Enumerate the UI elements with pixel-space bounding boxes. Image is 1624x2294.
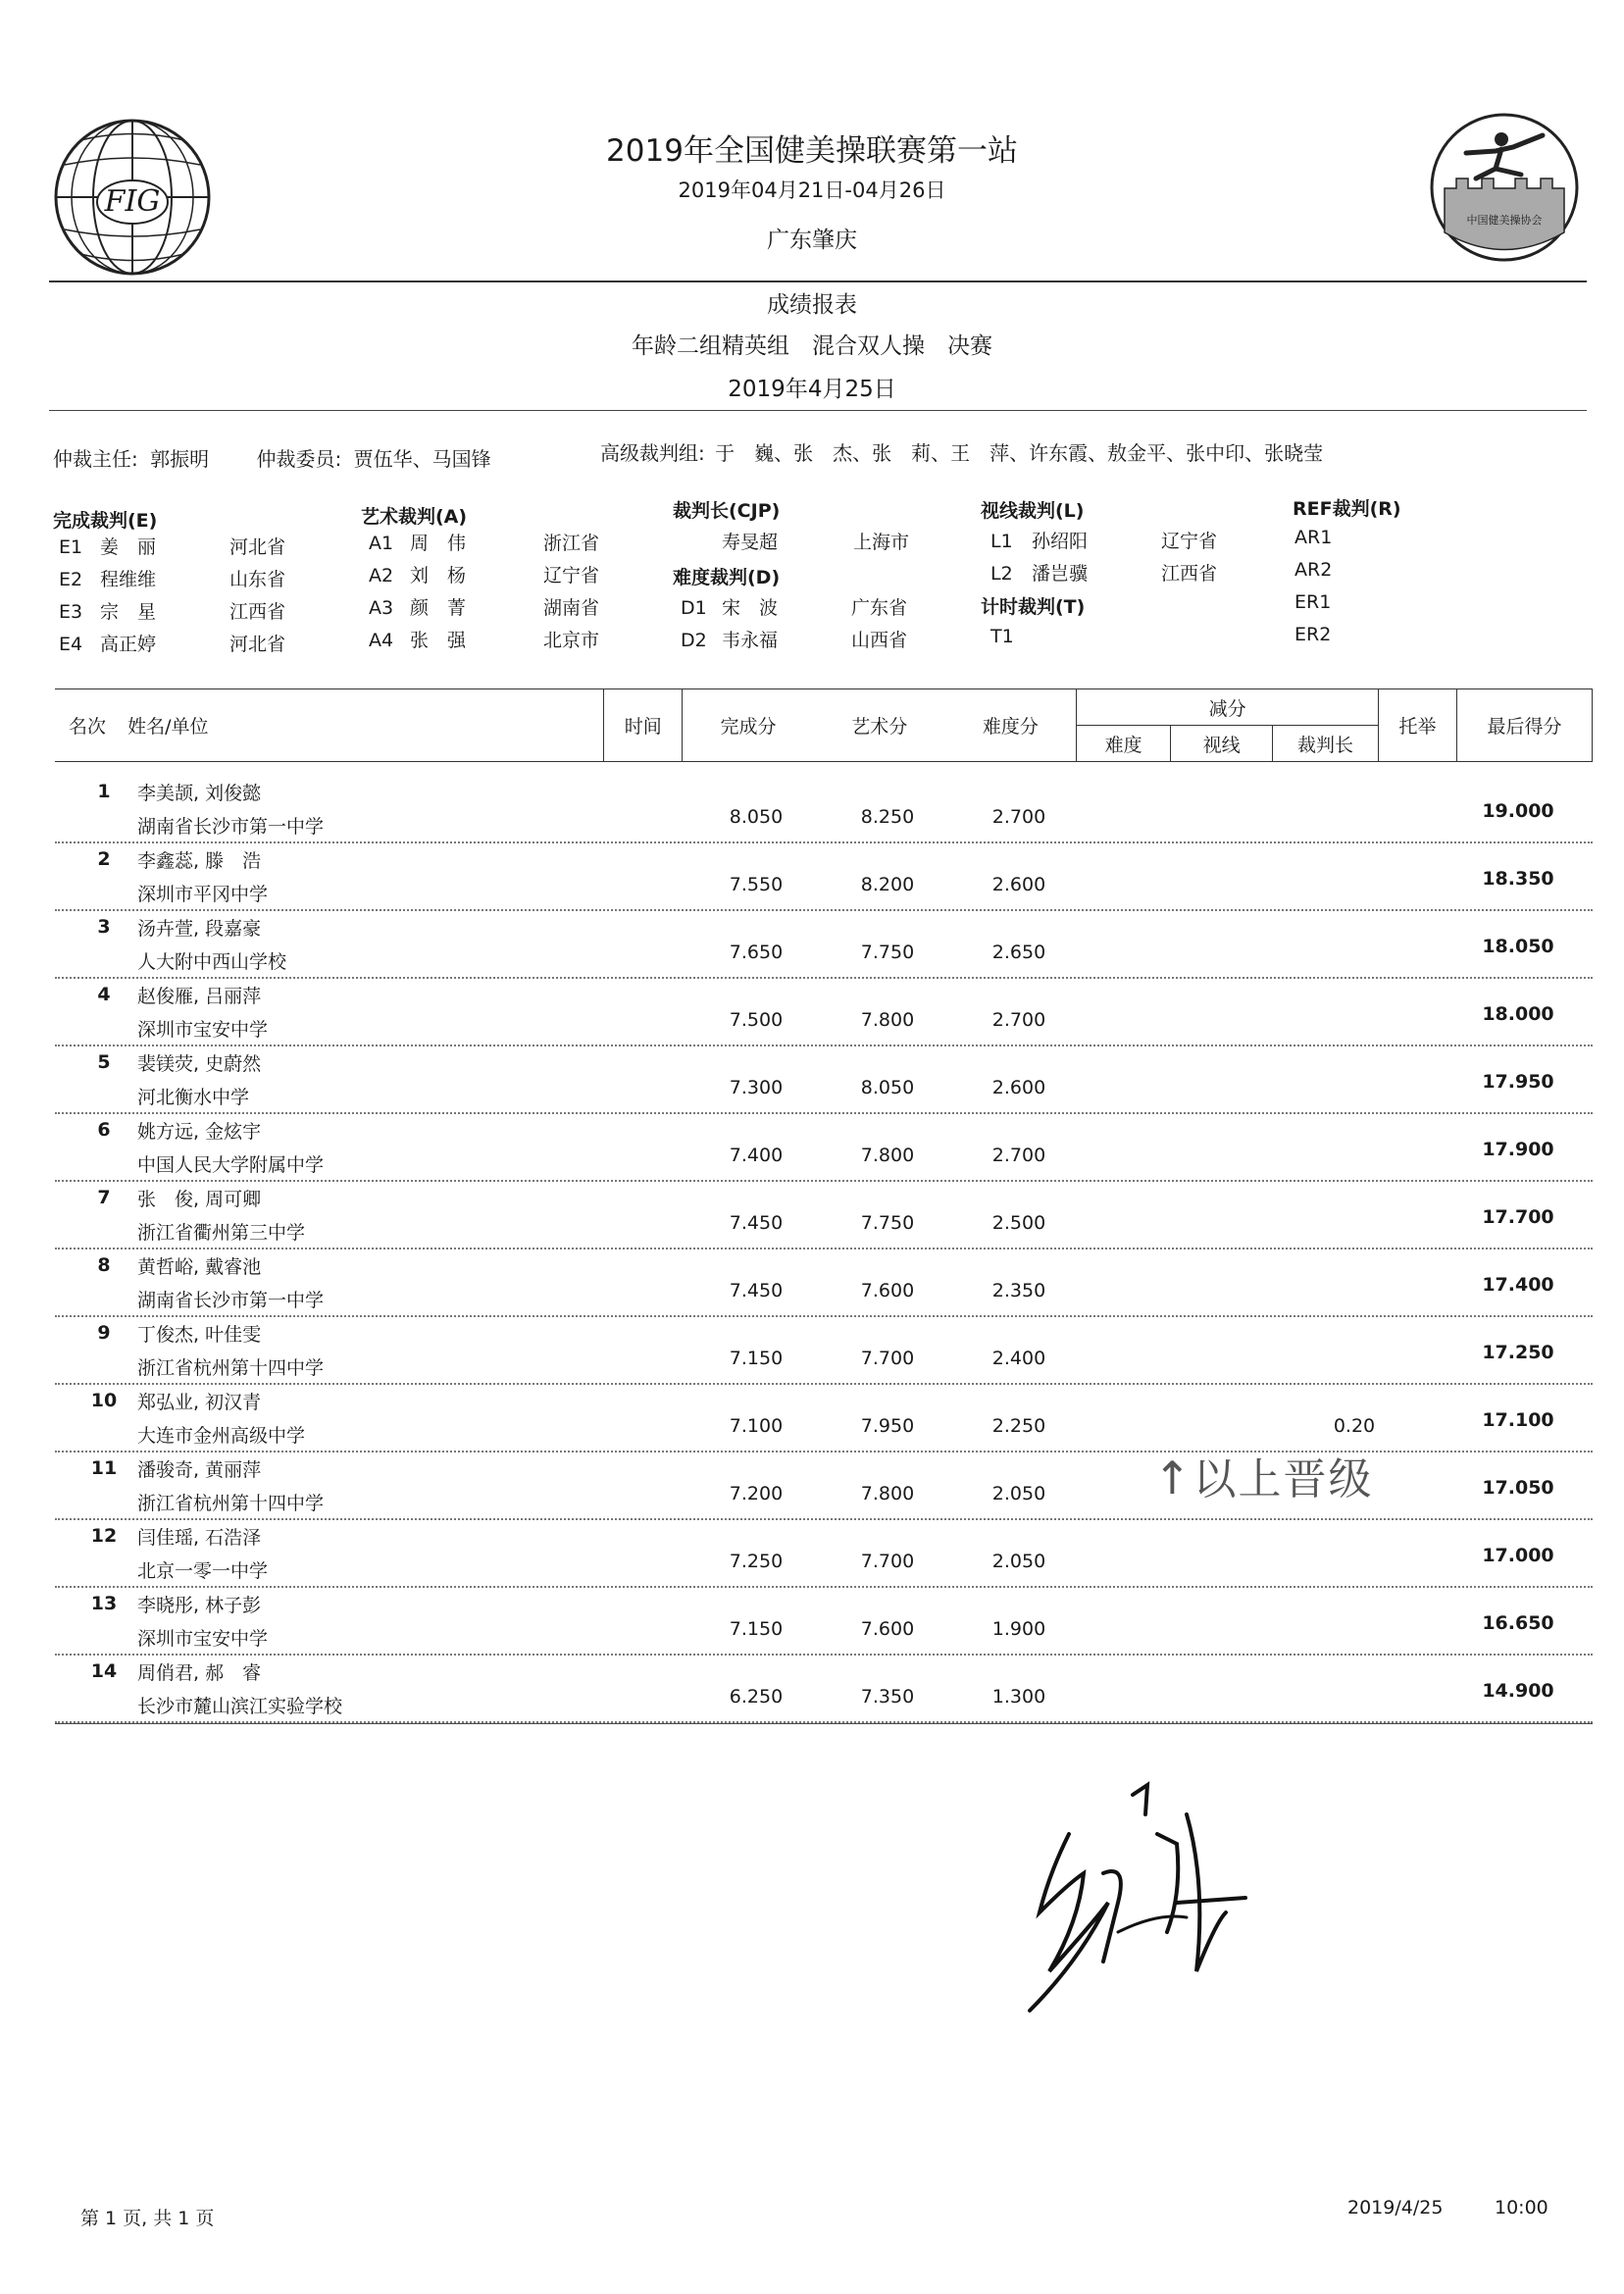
diff-score: 2.400 xyxy=(991,1348,1046,1369)
art-score: 7.800 xyxy=(860,1483,915,1504)
event-location: 广东肇庆 xyxy=(767,228,857,253)
competitor-names: 姚方远, 金炫宇 xyxy=(137,1121,262,1143)
final-score: 17.100 xyxy=(1482,1409,1554,1431)
row-divider xyxy=(55,1654,1593,1656)
competitor-unit: 北京一零一中学 xyxy=(137,1560,269,1582)
row-divider xyxy=(55,909,1593,911)
table-row xyxy=(55,1047,1593,1115)
table-row xyxy=(55,777,1593,844)
header-final: 最后得分 xyxy=(1456,689,1592,762)
exec-score: 7.100 xyxy=(729,1415,784,1437)
rank-cell: 14 xyxy=(90,1660,118,1682)
competitor-unit: 湖南省长沙市第一中学 xyxy=(137,816,325,838)
senior-names: 于 巍、张 杰、张 莉、王 萍、许东霞、敖金平、张中印、张晓莹 xyxy=(715,441,1324,465)
art-score: 7.750 xyxy=(860,1212,915,1234)
competitor-names: 周俏君, 郝 睿 xyxy=(137,1662,262,1684)
time-judge-code: T1 xyxy=(990,626,1014,647)
row-divider xyxy=(55,1315,1593,1317)
competitor-unit: 浙江省衢州第三中学 xyxy=(137,1222,306,1244)
table-row xyxy=(55,1318,1593,1386)
competitor-unit: 大连市金州高级中学 xyxy=(137,1425,306,1447)
competitor-unit: 深圳市宝安中学 xyxy=(137,1628,269,1650)
chief-label: 仲裁主任: xyxy=(53,447,138,471)
exec-score: 7.500 xyxy=(729,1009,784,1031)
header-ded-cjp: 裁判长 xyxy=(1273,726,1379,762)
rank-cell: 8 xyxy=(97,1254,111,1276)
art-score: 7.750 xyxy=(860,942,915,963)
association-logo-text: 中国健美操协会 xyxy=(1466,214,1543,227)
cjp-deduction: 0.20 xyxy=(1333,1415,1376,1437)
ref-row: AR2 xyxy=(1294,559,1333,581)
diff-score: 2.500 xyxy=(991,1212,1046,1234)
judge-row: E1 姜 丽 河北省 xyxy=(59,536,286,558)
competitor-names: 李美颉, 刘俊懿 xyxy=(137,783,262,804)
report-divider xyxy=(49,410,1587,411)
art-score: 8.050 xyxy=(860,1077,915,1098)
artistry-judges-title: 艺术裁判(A) xyxy=(361,506,468,528)
judge-row: A4 张 强 北京市 xyxy=(369,630,600,651)
header-lift: 托举 xyxy=(1379,689,1457,762)
competitor-names: 潘骏奇, 黄丽萍 xyxy=(137,1459,262,1481)
artistry-judges xyxy=(369,528,599,657)
page-number: 第 1 页, 共 1 页 xyxy=(80,2208,215,2229)
report-date: 2019年4月25日 xyxy=(728,377,896,402)
rank-cell: 7 xyxy=(97,1187,111,1208)
exec-score: 8.050 xyxy=(729,806,784,828)
judge-row: A2 刘 杨 辽宁省 xyxy=(369,565,600,586)
row-divider xyxy=(55,1045,1593,1046)
line-judges-title: 视线裁判(L) xyxy=(981,500,1085,522)
up-arrow-icon: ↑ xyxy=(1153,1452,1193,1504)
exec-score: 7.400 xyxy=(729,1145,784,1166)
results-table-header xyxy=(55,688,1593,762)
art-score: 7.600 xyxy=(860,1618,915,1640)
judge-row: D2 韦永福 山西省 xyxy=(681,630,908,651)
header-divider xyxy=(49,280,1587,282)
competitor-unit: 人大附中西山学校 xyxy=(137,951,287,973)
competitor-names: 黄哲峪, 戴睿池 xyxy=(137,1256,262,1278)
rank-cell: 5 xyxy=(97,1051,111,1073)
header-diff: 难度分 xyxy=(945,689,1077,762)
table-bottom-rule xyxy=(55,1723,1593,1724)
diff-score: 1.900 xyxy=(991,1618,1046,1640)
print-date: 2019/4/25 xyxy=(1347,2197,1444,2218)
competitor-unit: 湖南省长沙市第一中学 xyxy=(137,1290,325,1311)
row-divider xyxy=(55,1383,1593,1385)
final-score: 14.900 xyxy=(1482,1680,1554,1702)
event-title: 2019年全国健美操联赛第一站 xyxy=(606,133,1018,169)
table-row xyxy=(55,1183,1593,1250)
diff-score: 2.600 xyxy=(991,874,1046,895)
rank-cell: 4 xyxy=(97,984,111,1005)
final-score: 16.650 xyxy=(1482,1612,1554,1634)
ref-judges-title: REF裁判(R) xyxy=(1293,498,1401,520)
art-score: 7.350 xyxy=(860,1686,915,1708)
cjp-title: 裁判长(CJP) xyxy=(673,500,781,522)
competitor-unit: 河北衡水中学 xyxy=(137,1087,250,1108)
ref-row: AR1 xyxy=(1294,527,1333,548)
rank-cell: 10 xyxy=(90,1390,118,1411)
competitor-names: 赵俊雁, 吕丽萍 xyxy=(137,986,262,1007)
final-score: 17.000 xyxy=(1482,1545,1554,1566)
members-label: 仲裁委员: xyxy=(256,447,342,471)
competitor-names: 李鑫蕊, 滕 浩 xyxy=(137,850,262,872)
art-score: 8.200 xyxy=(860,874,915,895)
exec-score: 7.450 xyxy=(729,1280,784,1301)
final-score: 18.000 xyxy=(1482,1003,1554,1025)
judge-row: E3 宗 星 江西省 xyxy=(59,601,286,623)
qualification-annotation xyxy=(1153,1444,1374,1506)
art-score: 7.800 xyxy=(860,1009,915,1031)
final-score: 18.050 xyxy=(1482,936,1554,957)
row-divider xyxy=(55,1586,1593,1588)
header-ded-line: 视线 xyxy=(1171,726,1273,762)
judge-row: A3 颜 菁 湖南省 xyxy=(369,597,600,619)
report-title: 成绩报表 xyxy=(767,292,857,318)
row-divider xyxy=(55,1248,1593,1249)
diff-score: 2.700 xyxy=(991,1009,1046,1031)
diff-score: 2.600 xyxy=(991,1077,1046,1098)
final-score: 18.350 xyxy=(1482,868,1554,890)
line-judges xyxy=(990,526,1217,590)
diff-score: 1.300 xyxy=(991,1686,1046,1708)
diff-score: 2.250 xyxy=(991,1415,1046,1437)
header-art: 艺术分 xyxy=(814,689,945,762)
members-names: 贾伍华、马国锋 xyxy=(353,447,491,471)
time-judges-title: 计时裁判(T) xyxy=(981,596,1086,618)
header-exec: 完成分 xyxy=(683,689,814,762)
exec-score: 7.550 xyxy=(729,874,784,895)
header-rank-name: 名次 姓名/单位 xyxy=(55,689,604,762)
diff-score: 2.700 xyxy=(991,806,1046,828)
art-score: 7.950 xyxy=(860,1415,915,1437)
fig-logo-text: FIG xyxy=(104,184,161,219)
rank-cell: 11 xyxy=(90,1457,118,1479)
competitor-names: 裴镁荧, 史蔚然 xyxy=(137,1053,262,1075)
row-divider xyxy=(55,1112,1593,1114)
judge-row: L1 孙绍阳 辽宁省 xyxy=(990,531,1218,552)
competitor-unit: 中国人民大学附属中学 xyxy=(137,1154,325,1176)
competitor-names: 丁俊杰, 叶佳雯 xyxy=(137,1324,262,1346)
exec-score: 7.150 xyxy=(729,1348,784,1369)
difficulty-judges-title: 难度裁判(D) xyxy=(673,567,781,588)
competitor-names: 闫佳瑶, 石浩泽 xyxy=(137,1527,262,1549)
rank-cell: 12 xyxy=(90,1525,118,1547)
row-divider xyxy=(55,1518,1593,1520)
chief-name: 郭振明 xyxy=(150,447,210,471)
art-score: 8.250 xyxy=(860,806,915,828)
print-time: 10:00 xyxy=(1495,2197,1548,2218)
table-row xyxy=(55,1657,1593,1724)
cjp-name: 寿旻超 xyxy=(722,532,779,553)
event-dates: 2019年04月21日-04月26日 xyxy=(678,178,946,202)
final-score: 17.400 xyxy=(1482,1274,1554,1296)
execution-judges xyxy=(59,532,285,661)
competitor-unit: 长沙市麓山滨江实验学校 xyxy=(137,1696,343,1717)
rank-cell: 2 xyxy=(97,848,111,870)
senior-label: 高级裁判组: xyxy=(600,441,705,465)
final-score: 17.050 xyxy=(1482,1477,1554,1499)
row-divider xyxy=(55,977,1593,979)
cjp-province: 上海市 xyxy=(853,532,910,553)
ref-row: ER2 xyxy=(1294,624,1332,645)
table-row xyxy=(55,912,1593,980)
exec-score: 7.250 xyxy=(729,1551,784,1572)
art-score: 7.700 xyxy=(860,1551,915,1572)
rank-cell: 13 xyxy=(90,1593,118,1614)
exec-score: 6.250 xyxy=(729,1686,784,1708)
row-divider xyxy=(55,841,1593,843)
final-score: 19.000 xyxy=(1482,800,1554,822)
competitor-unit: 浙江省杭州第十四中学 xyxy=(137,1357,325,1379)
senior-judges-line xyxy=(600,437,1323,466)
art-score: 7.600 xyxy=(860,1280,915,1301)
report-category: 年龄二组精英组 混合双人操 决赛 xyxy=(632,333,992,359)
exec-score: 7.650 xyxy=(729,942,784,963)
execution-judges-title: 完成裁判(E) xyxy=(53,510,158,532)
header-time: 时间 xyxy=(604,689,683,762)
competitor-names: 李晓彤, 林子彭 xyxy=(137,1595,262,1616)
judge-row: L2 潘岂骥 江西省 xyxy=(990,563,1218,585)
difficulty-judges xyxy=(681,592,907,657)
final-score: 17.700 xyxy=(1482,1206,1554,1228)
competitor-names: 汤卉萱, 段嘉豪 xyxy=(137,918,262,940)
header-ded-diff: 难度 xyxy=(1077,726,1171,762)
diff-score: 2.050 xyxy=(991,1483,1046,1504)
competitor-unit: 深圳市宝安中学 xyxy=(137,1019,269,1041)
judge-row: A1 周 伟 浙江省 xyxy=(369,533,600,554)
judge-row: D1 宋 波 广东省 xyxy=(681,597,908,619)
diff-score: 2.350 xyxy=(991,1280,1046,1301)
exec-score: 7.200 xyxy=(729,1483,784,1504)
diff-score: 2.650 xyxy=(991,942,1046,963)
diff-score: 2.050 xyxy=(991,1551,1046,1572)
final-score: 17.250 xyxy=(1482,1342,1554,1363)
art-score: 7.700 xyxy=(860,1348,915,1369)
header-deduction: 减分 xyxy=(1077,689,1379,726)
diff-score: 2.700 xyxy=(991,1145,1046,1166)
judge-row: E2 程维维 山东省 xyxy=(59,569,286,590)
exec-score: 7.150 xyxy=(729,1618,784,1640)
ref-judges xyxy=(1294,522,1332,651)
table-row xyxy=(55,1250,1593,1318)
competitor-names: 张 俊, 周可卿 xyxy=(137,1189,262,1210)
table-row xyxy=(55,844,1593,912)
table-row xyxy=(55,1589,1593,1657)
annotation-text: 以上晋级 xyxy=(1193,1454,1374,1504)
competitor-names: 郑弘业, 初汉青 xyxy=(137,1392,262,1413)
handwritten-signature xyxy=(1010,1775,1265,2030)
rank-cell: 3 xyxy=(97,916,111,938)
row-divider xyxy=(55,1180,1593,1182)
rank-cell: 9 xyxy=(97,1322,111,1344)
judge-row: E4 高正婷 河北省 xyxy=(59,634,286,655)
exec-score: 7.300 xyxy=(729,1077,784,1098)
table-row xyxy=(55,980,1593,1047)
art-score: 7.800 xyxy=(860,1145,915,1166)
table-row xyxy=(55,1521,1593,1589)
competitor-unit: 浙江省杭州第十四中学 xyxy=(137,1493,325,1514)
rank-cell: 6 xyxy=(97,1119,111,1141)
final-score: 17.950 xyxy=(1482,1071,1554,1093)
table-row xyxy=(55,1115,1593,1183)
final-score: 17.900 xyxy=(1482,1139,1554,1160)
ref-row: ER1 xyxy=(1294,591,1332,613)
rank-cell: 1 xyxy=(97,781,111,802)
exec-score: 7.450 xyxy=(729,1212,784,1234)
competitor-unit: 深圳市平冈中学 xyxy=(137,884,269,905)
